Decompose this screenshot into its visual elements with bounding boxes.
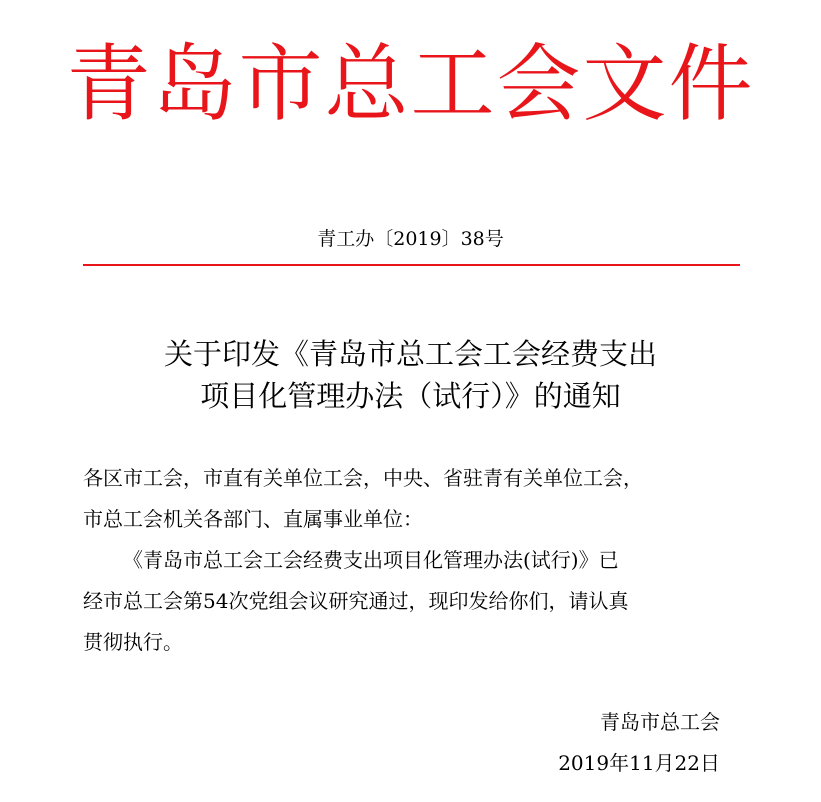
signature-date: 2019年11月22日 xyxy=(558,751,720,775)
document-body xyxy=(83,458,733,663)
red-divider-line xyxy=(83,264,740,266)
recipients-line-2: 市总工会机关各部门、直属事业单位： xyxy=(83,507,423,531)
body-paragraph-line-1: 《青岛市总工会工会经费支出项目化管理办法(试行)》已 xyxy=(123,548,619,572)
signature-organization: 青岛市总工会 xyxy=(600,710,720,734)
document-masthead: 青岛市总工会文件 xyxy=(66,35,755,133)
body-paragraph-line-3: 贯彻执行。 xyxy=(83,630,183,654)
document-title xyxy=(0,333,821,417)
signature-block xyxy=(558,702,720,784)
document-title-line-1: 关于印发《青岛市总工会工会经费支出 xyxy=(163,337,657,371)
recipients-line-1: 各区市工会，市直有关单位工会，中央、省驻青有关单位工会， xyxy=(83,466,643,490)
document-number: 青工办〔2019〕38号 xyxy=(317,228,504,250)
document-title-line-2: 项目化管理办法（试行）》的通知 xyxy=(200,379,621,413)
body-paragraph-line-2: 经市总工会第54次党组会议研究通过，现印发给你们，请认真 xyxy=(83,589,629,613)
